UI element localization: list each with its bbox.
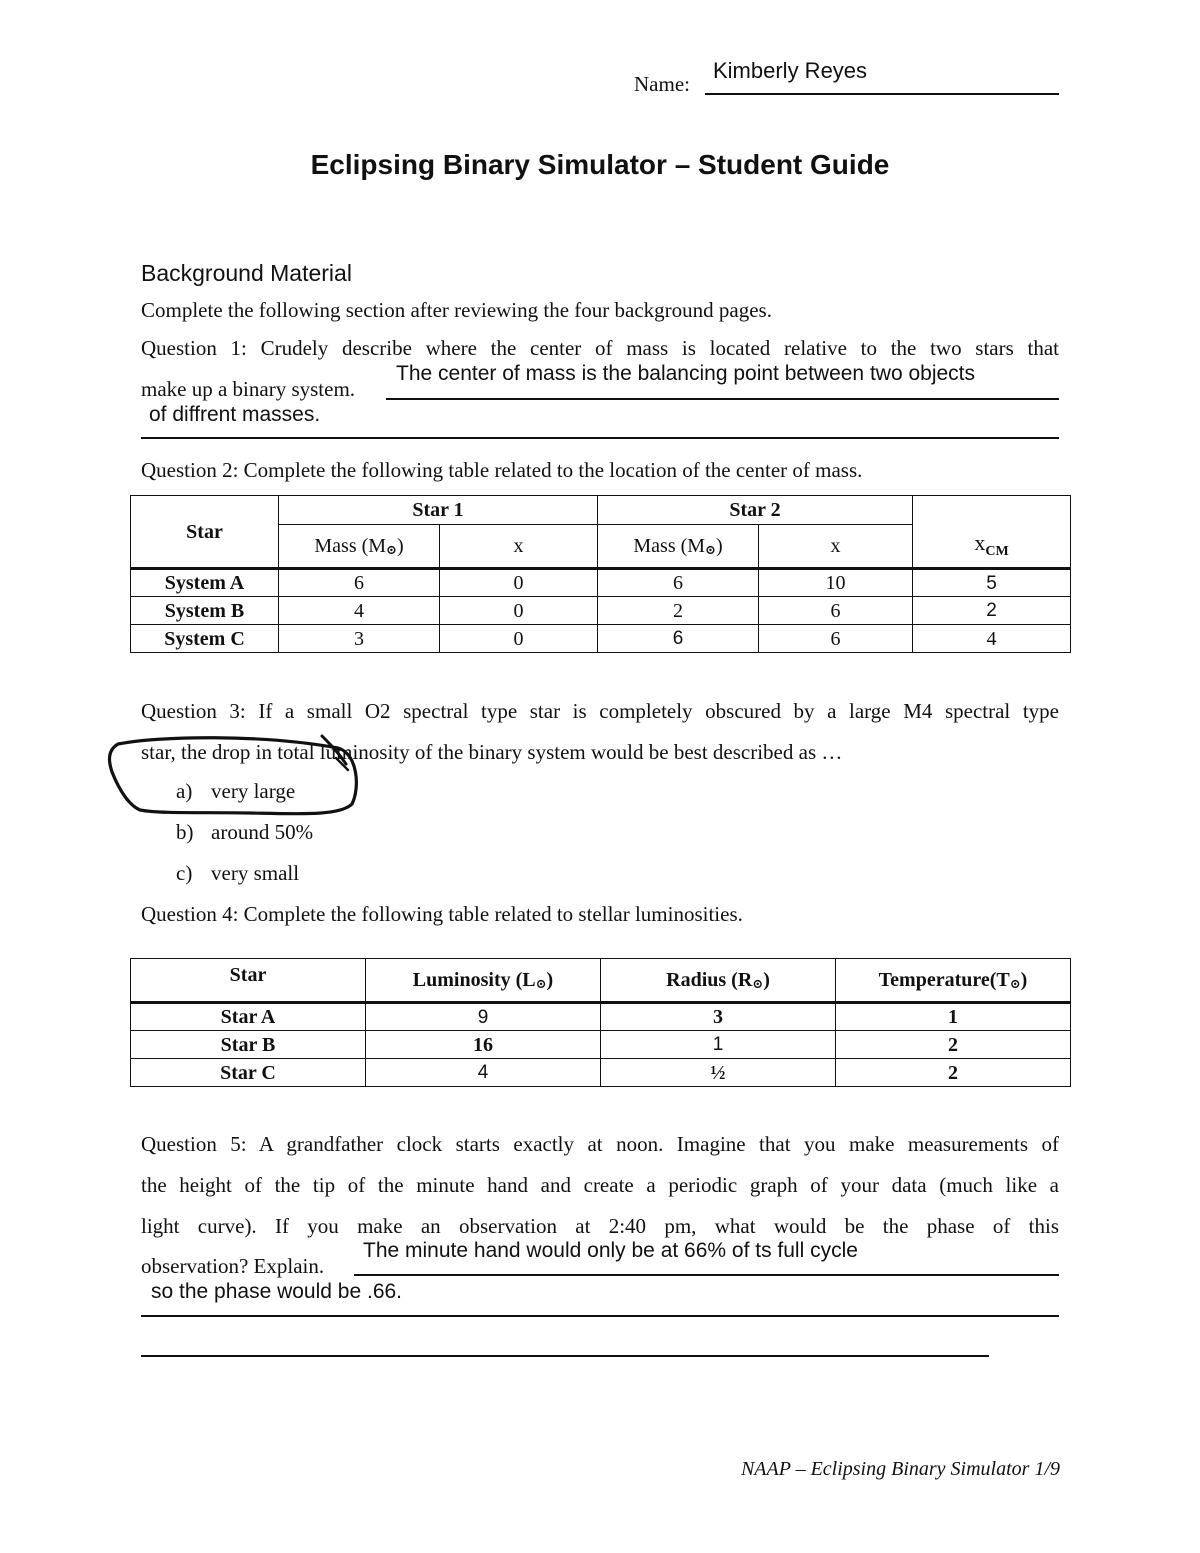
q1-answer-line1[interactable]: The center of mass is the balancing point between two objects xyxy=(396,362,975,385)
q5-prompt-line3: light curve). If you make an observation at 2:40 pm, what would be the phase of this xyxy=(141,1214,1059,1238)
cell-xcm[interactable]: 2 xyxy=(913,597,1071,625)
q5-answer-line1[interactable]: The minute hand would only be at 66% of ts full cycle xyxy=(363,1239,858,1262)
q5-prompt-line4: observation? Explain. xyxy=(141,1254,325,1278)
page-footer: NAAP – Eclipsing Binary Simulator 1/9 xyxy=(740,1458,1060,1480)
cell-m2[interactable]: 2 xyxy=(598,597,759,625)
cell-x1[interactable]: 0 xyxy=(440,625,598,653)
cell-temperature[interactable]: 2 xyxy=(836,1031,1071,1059)
page-title: Eclipsing Binary Simulator – Student Guide xyxy=(310,149,890,180)
cell-m1[interactable]: 6 xyxy=(279,569,440,597)
q1-prompt-line1: Question 1: Crudely describe where the center of mass is located relative to the two stars that xyxy=(141,336,1059,360)
table-header-star1: Star 1 xyxy=(279,496,598,525)
cell-x2[interactable]: 6 xyxy=(759,625,913,653)
center-of-mass-table xyxy=(130,495,1071,653)
table-header-x2: x xyxy=(759,525,913,569)
q1-answer-line2[interactable]: of diffrent masses. xyxy=(149,403,321,426)
table-header-star2: Star 2 xyxy=(598,496,913,525)
background-intro: Complete the following section after reviewing the four background pages. xyxy=(141,298,772,322)
option-text: around 50% xyxy=(211,820,314,844)
option-letter: a) xyxy=(176,779,193,803)
table-header-star: Star xyxy=(131,959,366,1003)
q2-prompt: Question 2: Complete the following table related to the location of the center of mass. xyxy=(141,458,863,482)
cell-radius[interactable]: 1 xyxy=(601,1031,836,1059)
cell-temperature[interactable]: 2 xyxy=(836,1059,1071,1087)
q3-prompt-line1: Question 3: If a small O2 spectral type star is completely obscured by a large M4 spectral type xyxy=(141,699,1059,723)
q4-prompt: Question 4: Complete the following table related to stellar luminosities. xyxy=(141,902,743,926)
row-label: System C xyxy=(131,625,279,653)
option-c[interactable] xyxy=(0,861,1200,885)
cell-m1[interactable]: 3 xyxy=(279,625,440,653)
q1-prompt-line2: make up a binary system. xyxy=(141,377,356,401)
row-label: Star C xyxy=(131,1059,366,1087)
q5-prompt-line1: Question 5: A grandfather clock starts exactly at noon. Imagine that you make measurements of xyxy=(141,1132,1059,1156)
cell-m1[interactable]: 4 xyxy=(279,597,440,625)
cell-x2[interactable]: 6 xyxy=(759,597,913,625)
answer-selection-circle xyxy=(100,728,370,828)
q5-prompt-line2: the height of the tip of the minute hand and create a periodic graph of your data (much like a xyxy=(141,1173,1059,1197)
row-label: Star B xyxy=(131,1031,366,1059)
table-header-xcm: $x_{CM}$ xyxy=(913,496,1071,569)
table-header-star: Star xyxy=(131,496,279,569)
cell-x2[interactable]: 10 xyxy=(759,569,913,597)
option-text: very large xyxy=(211,779,296,803)
cell-radius[interactable]: 3 xyxy=(601,1003,836,1031)
cell-luminosity[interactable]: 4 xyxy=(366,1059,601,1087)
luminosity-table xyxy=(130,958,1071,1087)
cell-temperature[interactable]: 1 xyxy=(836,1003,1071,1031)
name-value[interactable]: Kimberly Reyes xyxy=(713,58,868,83)
q3-prompt-line2: star, the drop in total luminosity of the binary system would be best described as … xyxy=(141,740,843,764)
row-label: System A xyxy=(131,569,279,597)
table-row xyxy=(131,569,1071,597)
cell-m2[interactable]: 6 xyxy=(598,569,759,597)
table-row xyxy=(131,625,1071,653)
q5-answer-line2[interactable]: so the phase would be .66. xyxy=(151,1280,403,1303)
cell-luminosity[interactable]: 16 xyxy=(366,1031,601,1059)
table-header-temperature: Temperature(T⊙) xyxy=(836,959,1071,1003)
table-row xyxy=(131,1003,1071,1031)
cell-luminosity[interactable]: 9 xyxy=(366,1003,601,1031)
option-letter: c) xyxy=(176,861,193,885)
table-header-mass2: Mass (M⊙) xyxy=(598,525,759,569)
cell-m2[interactable]: 6 xyxy=(598,625,759,653)
name-underline xyxy=(705,93,1059,95)
cell-radius[interactable]: ½ xyxy=(601,1059,836,1087)
name-label: Name: xyxy=(634,72,690,96)
q1-answer-underline2 xyxy=(141,437,1059,439)
table-row xyxy=(131,1059,1071,1087)
q1-answer-underline1 xyxy=(386,398,1059,400)
q5-answer-underline3 xyxy=(141,1355,989,1357)
table-header-x1: x xyxy=(440,525,598,569)
table-header-mass1: Mass (M⊙) xyxy=(279,525,440,569)
cell-x1[interactable]: 0 xyxy=(440,597,598,625)
row-label: System B xyxy=(131,597,279,625)
row-label: Star A xyxy=(131,1003,366,1031)
q5-answer-underline2 xyxy=(141,1315,1059,1317)
q5-answer-underline1 xyxy=(354,1274,1059,1276)
option-letter: b) xyxy=(176,820,194,844)
cell-xcm[interactable]: 4 xyxy=(913,625,1071,653)
table-row xyxy=(131,1031,1071,1059)
cell-xcm[interactable]: 5 xyxy=(913,569,1071,597)
table-header-radius: Radius (R⊙) xyxy=(601,959,836,1003)
section-heading: Background Material xyxy=(141,260,352,286)
cell-x1[interactable]: 0 xyxy=(440,569,598,597)
table-header-luminosity: Luminosity (L⊙) xyxy=(366,959,601,1003)
option-text: very small xyxy=(211,861,300,885)
table-row xyxy=(131,597,1071,625)
